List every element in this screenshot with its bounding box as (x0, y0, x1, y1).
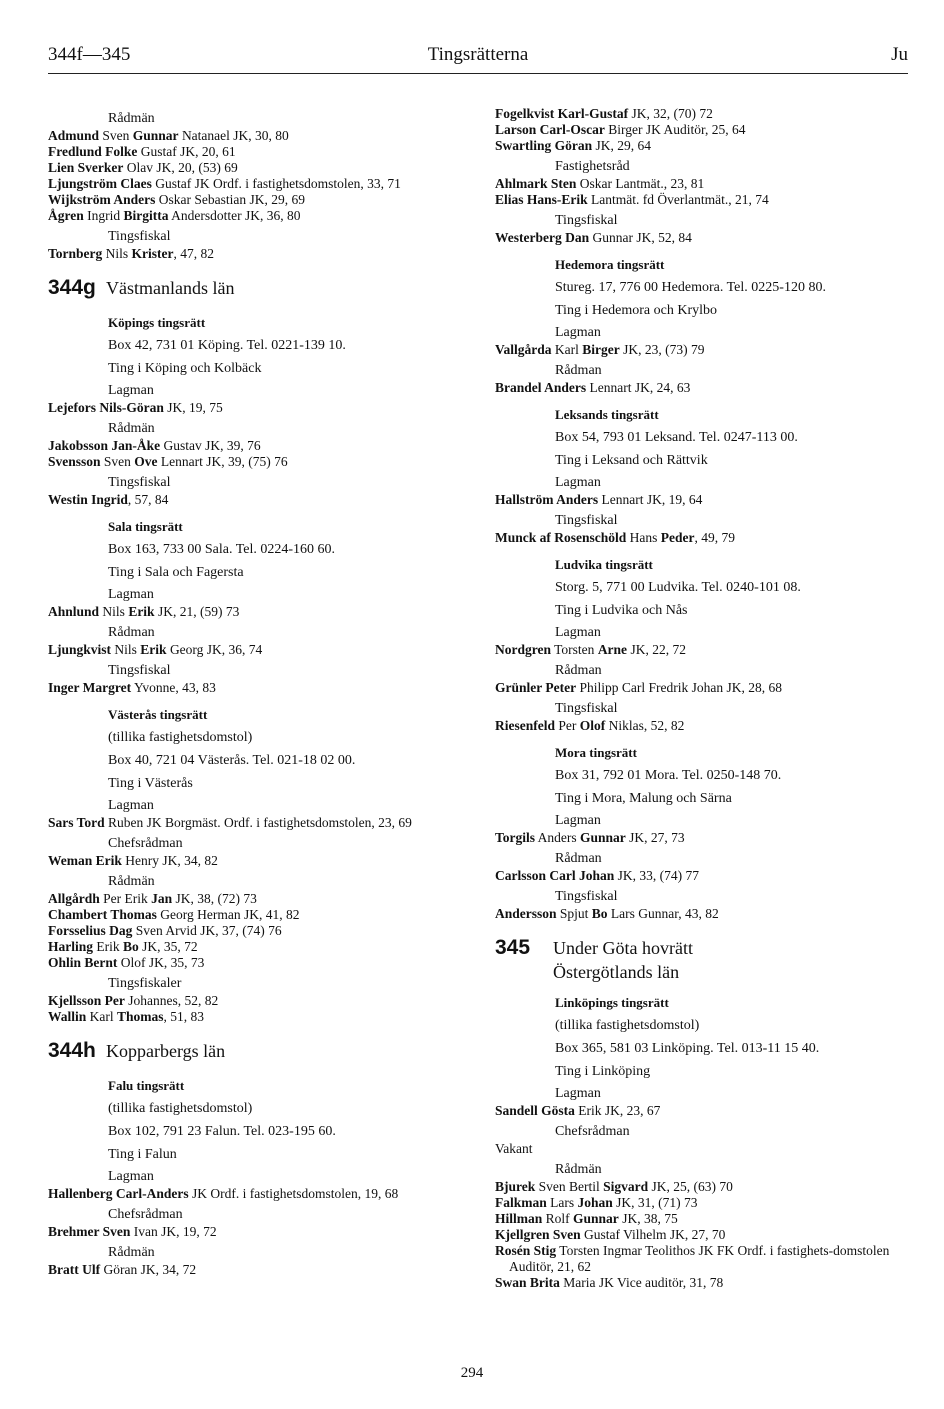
role-heading: Rådmän (108, 111, 155, 126)
entry-text: Maria JK Vice auditör, 31, 78 (559, 1275, 724, 1290)
entry-text: Birger JK Auditör, 25, 64 (604, 122, 746, 137)
entry-text: Hans (626, 530, 661, 545)
entry-text: JK, 21, (59) 73 (154, 604, 240, 619)
entry-name: Kjellgren Sven (495, 1227, 581, 1242)
person-entry (48, 246, 468, 262)
role-heading: Lagman (555, 1086, 601, 1101)
role-heading: Rådman (555, 663, 602, 678)
role-heading: Rådmän (555, 1162, 602, 1177)
court-info: Stureg. 17, 776 00 Hedemora. Tel. 0225-120 80. (555, 280, 826, 295)
entry-text: , 57, 84 (127, 492, 169, 507)
court-name: Mora tingsrätt (555, 745, 637, 760)
entry-text: Gustaf Vilhelm JK, 27, 70 (580, 1227, 726, 1242)
entry-text: , 47, 82 (173, 246, 215, 261)
court-info: Ting i Falun (108, 1147, 177, 1162)
entry-name: Kjellsson Per (48, 993, 125, 1008)
entry-name: Fredlund Folke (48, 144, 138, 159)
person-entry (48, 1186, 468, 1202)
entry-text: Gustaf JK Ordf. i fastighetsdomstolen, 33, 71 (151, 176, 401, 191)
person-entry (495, 530, 915, 546)
entry-name: Wijkström Anders (48, 192, 156, 207)
role-heading: Rådmän (108, 874, 155, 889)
entry-text: Lantmät. fd Överlantmät., 21, 74 (587, 192, 769, 207)
court-info: Box 102, 791 23 Falun. Tel. 023-195 60. (108, 1124, 336, 1139)
person-entry (48, 1009, 468, 1025)
court-info: Ting i Köping och Kolbäck (108, 361, 262, 376)
header-rule (48, 73, 908, 74)
entry-text: Ivan JK, 19, 72 (130, 1224, 217, 1239)
person-entry (48, 400, 468, 416)
court-info: (tillika fastighetsdomstol) (108, 730, 253, 745)
entry-text: Gustaf JK, 20, 61 (137, 144, 236, 159)
person-entry (48, 604, 468, 620)
person-entry (48, 955, 468, 971)
person-entry (48, 815, 468, 831)
entry-text: Sven (100, 454, 135, 469)
entry-name: Harling (48, 939, 94, 954)
person-entry (48, 1224, 468, 1240)
court-name: Falu tingsrätt (108, 1078, 185, 1093)
person-entry (48, 993, 468, 1009)
person-entry (495, 1195, 915, 1211)
entry-text: Erik JK, 23, 67 (574, 1103, 661, 1118)
entry-text: Sven (99, 128, 133, 143)
entry-text: Olav JK, 20, (53) 69 (123, 160, 238, 175)
entry-name: Westerberg Dan (495, 230, 590, 245)
entry-text: Göran JK, 34, 72 (100, 1262, 197, 1277)
entry-text: Philipp Carl Fredrik Johan JK, 28, 68 (576, 680, 782, 695)
entry-name: Thomas (117, 1009, 164, 1024)
person-entry (48, 939, 468, 955)
entry-name: Erik (140, 642, 167, 657)
entry-name: Gunnar (573, 1211, 619, 1226)
person-entry (495, 642, 915, 658)
entry-text: Erik (93, 939, 124, 954)
court-name: Köpings tingsrätt (108, 315, 206, 330)
entry-text: JK, 23, (73) 79 (619, 342, 705, 357)
entry-name: Vallgårda (495, 342, 552, 357)
entry-text: Andersdotter JK, 36, 80 (168, 208, 301, 223)
entry-name: Wallin (48, 1009, 87, 1024)
entry-text: Nils (99, 604, 129, 619)
entry-name: Sars Tord (48, 815, 105, 830)
entry-text: Lennart JK, 39, (75) 76 (157, 454, 288, 469)
court-info: (tillika fastighetsdomstol) (555, 1018, 700, 1033)
entry-name: Fogelkvist Karl-Gustaf (495, 106, 629, 121)
person-entry (48, 208, 468, 224)
person-entry (48, 853, 468, 869)
entry-name: Rosén Stig (495, 1243, 557, 1258)
court-info: Ting i Hedemora och Krylbo (555, 303, 718, 318)
court-info: Ting i Sala och Fagersta (108, 565, 244, 580)
page-header (48, 40, 908, 70)
entry-text: JK, 25, (63) 70 (648, 1179, 733, 1194)
entry-text: Vakant (495, 1141, 533, 1156)
entry-text: Lars Gunnar, 43, 82 (607, 906, 719, 921)
section-title: Västmanlands län (106, 278, 235, 298)
entry-text: Georg JK, 36, 74 (166, 642, 263, 657)
entry-name: Olof (579, 718, 606, 733)
person-entry (495, 106, 915, 122)
header-section-code: Ju (891, 44, 908, 65)
entry-text: JK, 38, (72) 73 (172, 891, 257, 906)
entry-name: Grünler Peter (495, 680, 577, 695)
entry-name: Johan (577, 1195, 613, 1210)
entry-text: Nils (111, 642, 141, 657)
entry-name: Ahnlund (48, 604, 100, 619)
person-entry (48, 438, 468, 454)
entry-text: Olof JK, 35, 73 (117, 955, 205, 970)
entry-name: Svensson (48, 454, 101, 469)
entry-text: JK, 19, 75 (163, 400, 223, 415)
entry-text: Spjut (556, 906, 592, 921)
role-heading: Tingsfiskal (108, 475, 171, 490)
person-entry (48, 454, 468, 470)
entry-name: Gunnar (580, 830, 626, 845)
role-heading: Lagman (555, 813, 601, 828)
role-heading: Lagman (555, 475, 601, 490)
role-heading: Tingsfiskal (555, 889, 618, 904)
person-entry (495, 1211, 915, 1227)
court-info: Ting i Ludvika och Nås (555, 603, 688, 618)
role-heading: Tingsfiskal (555, 513, 618, 528)
entry-text: Yvonne, 43, 83 (131, 680, 216, 695)
court-info: Box 54, 793 01 Leksand. Tel. 0247-113 00. (555, 430, 798, 445)
entry-text: JK, 31, (71) 73 (612, 1195, 698, 1210)
court-info: Box 31, 792 01 Mora. Tel. 0250-148 70. (555, 768, 782, 783)
role-heading: Rådman (555, 851, 602, 866)
entry-text: Gustav JK, 39, 76 (160, 438, 261, 453)
entry-text: Per Erik (99, 891, 152, 906)
entry-name: Sandell Gösta (495, 1103, 575, 1118)
person-entry (48, 192, 468, 208)
entry-text: JK, 27, 73 (625, 830, 685, 845)
person-entry (495, 192, 915, 208)
entry-name: Hallström Anders (495, 492, 599, 507)
entry-name: Carlsson Carl Johan (495, 868, 615, 883)
entry-name: Hillman (495, 1211, 543, 1226)
court-info: Box 365, 581 03 Linköping. Tel. 013-11 15 40. (555, 1041, 820, 1056)
entry-name: Falkman (495, 1195, 547, 1210)
entry-text: Sven Arvid JK, 37, (74) 76 (132, 923, 282, 938)
role-heading: Tingsfiskal (555, 213, 618, 228)
person-entry (495, 230, 915, 246)
person-entry (495, 138, 915, 154)
entry-name: Riesenfeld (495, 718, 555, 733)
entry-name: Lejefors Nils-Göran (48, 400, 164, 415)
entry-name: Ove (134, 454, 158, 469)
entry-text: JK Ordf. i fastighetsdomstolen, 19, 68 (188, 1186, 399, 1201)
entry-name: Jakobsson Jan-Åke (48, 438, 161, 453)
entry-name: Bjurek (495, 1179, 536, 1194)
entry-name: Erik (128, 604, 155, 619)
entry-text: Per (555, 718, 580, 733)
entry-name: Arne (597, 642, 628, 657)
role-heading: Rådmän (108, 421, 155, 436)
entry-name: Forsselius Dag (48, 923, 133, 938)
court-info: Ting i Mora, Malung och Särna (555, 791, 732, 806)
entry-name: Allgårdh (48, 891, 100, 906)
entry-text: Natanael JK, 30, 80 (178, 128, 289, 143)
role-heading: Rådman (108, 625, 155, 640)
entry-name: Westin Ingrid (48, 492, 128, 507)
court-info: Box 163, 733 00 Sala. Tel. 0224-160 60. (108, 542, 336, 557)
role-heading: Lagman (108, 1169, 154, 1184)
court-name: Ludvika tingsrätt (555, 557, 653, 572)
person-entry (48, 128, 468, 144)
entry-name: Sigvard (603, 1179, 649, 1194)
entry-name: Andersson (495, 906, 557, 921)
person-entry (48, 923, 468, 939)
person-entry (48, 907, 468, 923)
role-heading: Fastighetsråd (555, 159, 630, 174)
entry-name: Bo (591, 906, 608, 921)
court-info: Box 42, 731 01 Köping. Tel. 0221-139 10. (108, 338, 346, 353)
header-title: Tingsrätterna (427, 44, 529, 65)
entry-name: Tornberg (48, 246, 103, 261)
entry-text: Nils (102, 246, 132, 261)
role-heading: Tingsfiskal (555, 701, 618, 716)
section-title: Under Göta hovrätt (553, 938, 693, 958)
entry-name: Ahlmark Sten (495, 176, 577, 191)
page-number: 294 (460, 1365, 484, 1381)
person-entry (495, 1179, 915, 1195)
entry-text: Henry JK, 34, 82 (121, 853, 218, 868)
entry-text: , 51, 83 (163, 1009, 205, 1024)
entry-name: Brehmer Sven (48, 1224, 131, 1239)
entry-name: Torgils (495, 830, 536, 845)
entry-text: Ruben JK Borgmäst. Ordf. i fastighetsdomstolen, 23, 69 (104, 815, 412, 830)
person-entry (495, 830, 915, 846)
section-number: 345 (495, 936, 531, 959)
court-info: Storg. 5, 771 00 Ludvika. Tel. 0240-101 08. (555, 580, 801, 595)
person-entry (495, 1275, 915, 1291)
entry-text: JK, 22, 72 (627, 642, 686, 657)
entry-text: Anders (535, 830, 581, 845)
role-heading: Chefsrådman (108, 1207, 183, 1222)
person-entry (495, 492, 915, 508)
entry-name: Weman Erik (48, 853, 122, 868)
entry-text: Torsten (551, 642, 598, 657)
entry-name: Hallenberg Carl-Anders (48, 1186, 189, 1201)
entry-text: , 49, 79 (694, 530, 736, 545)
entry-name: Nordgren (495, 642, 551, 657)
entry-text: Lennart JK, 19, 64 (598, 492, 703, 507)
entry-text: JK, 33, (74) 77 (614, 868, 700, 883)
role-heading: Tingsfiskaler (108, 976, 182, 991)
entry-text: JK, 29, 64 (592, 138, 652, 153)
person-entry (495, 342, 915, 358)
court-info: (tillika fastighetsdomstol) (108, 1101, 253, 1116)
person-entry (48, 176, 468, 192)
court-info: Ting i Leksand och Rättvik (555, 453, 708, 468)
role-heading: Rådmän (108, 1245, 155, 1260)
entry-text: Rolf (542, 1211, 574, 1226)
role-heading: Lagman (108, 383, 154, 398)
entry-name: Bratt Ulf (48, 1262, 101, 1277)
entry-name: Birgitta (123, 208, 169, 223)
court-name: Linköpings tingsrätt (555, 995, 669, 1010)
entry-name: Gunnar (132, 128, 179, 143)
entry-text: Johannes, 52, 82 (124, 993, 219, 1008)
entry-text: JK, 35, 72 (138, 939, 198, 954)
entry-name: Swartling Göran (495, 138, 593, 153)
person-entry (495, 122, 915, 138)
entry-name: Ljungström Claes (48, 176, 152, 191)
section-subtitle: Östergötlands län (553, 962, 680, 982)
person-entry (495, 1227, 915, 1243)
entry-text: Lennart JK, 24, 63 (586, 380, 691, 395)
entry-name: Swan Brita (495, 1275, 560, 1290)
entry-text: Oskar Lantmät., 23, 81 (576, 176, 705, 191)
court-info: Ting i Linköping (555, 1064, 651, 1079)
person-entry (48, 492, 468, 508)
person-entry (48, 891, 468, 907)
person-entry (495, 176, 915, 192)
entry-name: Jan (151, 891, 173, 906)
court-name: Sala tingsrätt (108, 519, 183, 534)
section-title: Kopparbergs län (106, 1041, 226, 1061)
entry-name: Elias Hans-Erik (495, 192, 588, 207)
person-entry (495, 380, 915, 396)
entry-name: Lien Sverker (48, 160, 124, 175)
entry-name: Chambert Thomas (48, 907, 157, 922)
person-entry (48, 642, 468, 658)
court-info: Box 40, 721 04 Västerås. Tel. 021-18 02 00. (108, 753, 356, 768)
entry-text: JK, 38, 75 (618, 1211, 678, 1226)
entry-text: JK, 32, (70) 72 (628, 106, 713, 121)
person-entry (495, 1141, 915, 1157)
court-info: Ting i Västerås (108, 776, 193, 791)
entry-name: Brandel Anders (495, 380, 587, 395)
right-column (495, 106, 915, 1291)
role-heading: Tingsfiskal (108, 229, 171, 244)
entry-name: Krister (131, 246, 174, 261)
person-entry (495, 1243, 915, 1275)
role-heading: Lagman (108, 587, 154, 602)
role-heading: Chefsrådman (555, 1124, 630, 1139)
person-entry (48, 1262, 468, 1278)
role-heading: Lagman (555, 625, 601, 640)
entry-name: Ljungkvist (48, 642, 112, 657)
entry-text: Georg Herman JK, 41, 82 (156, 907, 300, 922)
entry-name: Ohlin Bernt (48, 955, 118, 970)
person-entry (495, 868, 915, 884)
entry-name: Ågren (48, 208, 84, 223)
entry-name: Munck af Rosenschöld (495, 530, 627, 545)
court-name: Hedemora tingsrätt (555, 257, 665, 272)
role-heading: Chefsrådman (108, 836, 183, 851)
entry-name: Peder (660, 530, 695, 545)
entry-text: Gunnar JK, 52, 84 (589, 230, 692, 245)
person-entry (495, 718, 915, 734)
section-heading (48, 276, 468, 304)
left-column (48, 106, 468, 1278)
court-name: Leksands tingsrätt (555, 407, 659, 422)
section-heading (48, 1039, 468, 1067)
person-entry (48, 160, 468, 176)
entry-name: Larson Carl-Oscar (495, 122, 605, 137)
entry-name: Birger (582, 342, 620, 357)
role-heading: Tingsfiskal (108, 663, 171, 678)
entry-text: Ingrid (83, 208, 124, 223)
header-page-range: 344f—345 (48, 44, 131, 65)
entry-text: Karl (86, 1009, 118, 1024)
person-entry (495, 680, 915, 696)
entry-text: Niklas, 52, 82 (605, 718, 685, 733)
person-entry (48, 680, 468, 696)
entry-text: Karl (551, 342, 583, 357)
entry-text: Torsten Ingmar Teolithos JK FK Ordf. i fastighets-domstolen Auditör, 21, 62 (509, 1243, 890, 1274)
section-heading (495, 936, 915, 984)
entry-name: Bo (123, 939, 139, 954)
section-number: 344g (48, 276, 96, 299)
court-name: Västerås tingsrätt (108, 707, 208, 722)
role-heading: Rådman (555, 363, 602, 378)
section-number: 344h (48, 1039, 96, 1062)
person-entry (495, 1103, 915, 1119)
entry-text: Lars (546, 1195, 578, 1210)
person-entry (495, 906, 915, 922)
entry-name: Admund (48, 128, 100, 143)
person-entry (48, 144, 468, 160)
role-heading: Lagman (555, 325, 601, 340)
entry-name: Inger Margret (48, 680, 132, 695)
entry-text: Oskar Sebastian JK, 29, 69 (155, 192, 305, 207)
entry-text: Sven Bertil (535, 1179, 604, 1194)
role-heading: Lagman (108, 798, 154, 813)
